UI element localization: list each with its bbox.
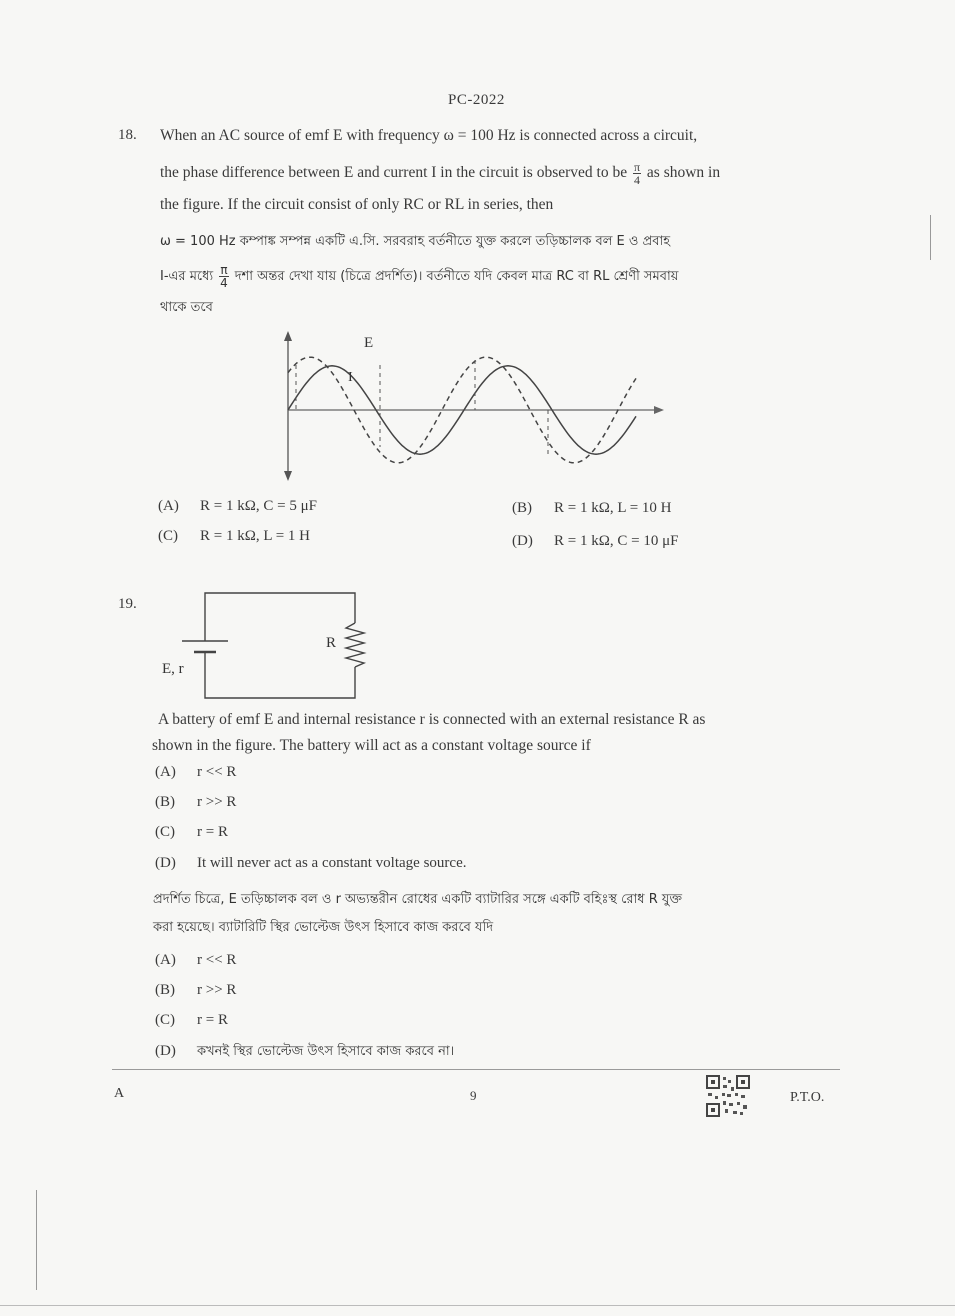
- q19-option-c-text: r = R: [197, 824, 228, 840]
- q19-bengali-line-1: প্রদর্শিত চিত্রে, E তড়িচ্চালক বল ও r অভ্যন্তরীন রোধের একটি ব্যাটারির সঙ্গে একটি বহিঃস্থ রোধ R যুক্ত: [153, 892, 683, 907]
- question-19-number: 19.: [118, 596, 137, 612]
- q18-option-d[interactable]: [512, 533, 678, 550]
- q18-english-line-2: [160, 161, 720, 186]
- pi-over-4-fraction: [633, 161, 641, 186]
- q18-option-c[interactable]: [158, 528, 310, 545]
- label-R: R: [326, 635, 337, 651]
- bottom-edge-line: [0, 1305, 955, 1306]
- q18-bengali-line-1: ω = 100 Hz কম্পাঙ্ক সম্পন্ন একটি এ.সি. সরবরাহ বর্তনীতে যুক্ত করলে তড়িচ্চালক বল E ও প্রবাহ: [160, 234, 671, 249]
- phase-waveform-figure: [270, 325, 670, 500]
- q19-option-c-label: (C): [155, 824, 175, 840]
- q19-option-d[interactable]: [155, 855, 466, 872]
- circuit-wire-bottom: [205, 652, 355, 698]
- qr-code-icon: [706, 1075, 750, 1117]
- q18-option-d-text: R = 1 kΩ, C = 10 μF: [554, 533, 679, 549]
- q19-bn-option-d-label: (D): [155, 1043, 176, 1059]
- q18-bengali-line-2b: দশা অন্তর দেখা যায় (চিত্রে প্রদর্শিত)। বর্তনীতে যদি কেবল মাত্র RC বা RL শ্রেণী সমবায়: [234, 269, 679, 284]
- q18-bengali-line-2: [160, 264, 678, 289]
- q19-option-b[interactable]: [155, 794, 236, 811]
- pi-over-4-fraction-bn: [219, 264, 228, 289]
- circuit-wire-top: [205, 593, 355, 641]
- q19-bn-option-a[interactable]: [155, 952, 236, 969]
- footer-divider: [112, 1069, 840, 1070]
- scan-mark-right: [930, 215, 931, 260]
- q19-bn-option-a-label: (A): [155, 952, 176, 968]
- q19-bn-option-d-text: কখনই স্থির ভোল্টেজ উৎস হিসাবে কাজ করবে না।: [197, 1044, 455, 1059]
- q19-english-line-2: shown in the figure. The battery will act as a constant voltage source if: [152, 737, 591, 754]
- q19-option-a-label: (A): [155, 764, 176, 780]
- q18-bengali-line-2a: I-এর মধ্যে: [160, 269, 214, 284]
- q18-option-a-label: (A): [158, 498, 179, 514]
- q18-option-a-text: R = 1 kΩ, C = 5 μF: [200, 498, 317, 514]
- footer-set-letter: A: [114, 1086, 125, 1101]
- label-E-r: E, r: [162, 661, 184, 677]
- vertical-axis-arrow-up: [284, 331, 292, 341]
- footer-pto: P.T.O.: [790, 1090, 825, 1105]
- q18-option-b-label: (B): [512, 500, 532, 516]
- q19-option-a[interactable]: [155, 764, 236, 781]
- question-18-number: 18.: [118, 127, 137, 143]
- q18-option-a[interactable]: [158, 498, 317, 515]
- q19-bn-option-b-label: (B): [155, 982, 175, 998]
- q19-bn-option-a-text: r << R: [197, 952, 237, 968]
- q18-english-line-2b: as shown in: [646, 164, 721, 182]
- q19-english-line-1: A battery of emf E and internal resistance r is connected with an external resistance R as: [158, 711, 706, 728]
- q18-option-c-text: R = 1 kΩ, L = 1 H: [200, 528, 311, 544]
- paper-code: PC-2022: [448, 92, 505, 108]
- q18-option-b-text: R = 1 kΩ, L = 10 H: [554, 500, 672, 516]
- horizontal-axis-arrow: [654, 406, 664, 414]
- q19-option-d-label: (D): [155, 855, 176, 871]
- q19-bn-option-b-text: r >> R: [197, 982, 237, 998]
- q19-bn-option-c-text: r = R: [197, 1012, 228, 1028]
- q19-bn-option-c[interactable]: [155, 1012, 228, 1029]
- fraction-denominator: 4: [634, 173, 641, 187]
- q19-option-a-text: r << R: [197, 764, 237, 780]
- q19-bn-option-b[interactable]: [155, 982, 236, 999]
- label-E: E: [364, 335, 374, 351]
- vertical-axis-arrow-down: [284, 471, 292, 481]
- q18-option-b[interactable]: [512, 500, 672, 517]
- fraction-numerator: π: [633, 160, 641, 174]
- q19-bengali-line-2: করা হয়েছে। ব্যাটারিটি স্থির ভোল্টেজ উৎস হিসাবে কাজ করবে যদি: [153, 920, 494, 935]
- q19-option-b-text: r >> R: [197, 794, 237, 810]
- label-I: I: [348, 370, 353, 385]
- q18-option-d-label: (D): [512, 533, 533, 549]
- q18-english-line-1: When an AC source of emf E with frequency ω = 100 Hz is connected across a circuit,: [160, 127, 698, 144]
- q19-option-d-text: It will never act as a constant voltage source.: [197, 855, 467, 871]
- q18-bengali-line-3: থাকে তবে: [160, 300, 213, 315]
- fraction-denominator-bn: 4: [220, 276, 228, 290]
- battery-resistor-circuit: [150, 585, 370, 705]
- resistor-zigzag: [346, 623, 364, 667]
- q19-option-c[interactable]: [155, 824, 228, 841]
- q19-bn-option-d[interactable]: [155, 1042, 454, 1063]
- q18-option-c-label: (C): [158, 528, 178, 544]
- q19-bn-option-c-label: (C): [155, 1012, 175, 1028]
- footer-page-number: 9: [470, 1088, 477, 1103]
- q18-english-line-3: the figure. If the circuit consist of only RC or RL in series, then: [160, 196, 554, 213]
- fraction-numerator-bn: π: [220, 263, 228, 277]
- q19-option-b-label: (B): [155, 794, 175, 810]
- q18-english-line-2a: the phase difference between E and current I in the circuit is observed to be: [160, 164, 628, 182]
- scan-mark-left: [36, 1190, 37, 1290]
